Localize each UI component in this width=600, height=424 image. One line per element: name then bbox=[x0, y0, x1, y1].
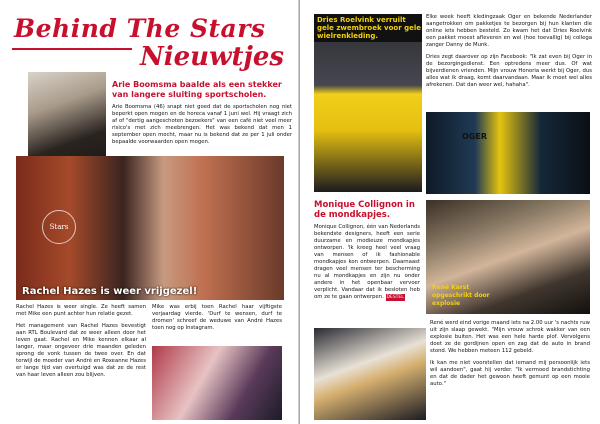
monique-text: Monique Collignon, één van Nederlands bekendste designers, heeft een serie duurzame en modieuze mondkapjes ontworpen. 'Ik kreeg heel veel vraag van mensen of ik fashionable mondkapjes kon ontwerpen. Daarnaast dragen veel mensen ter bescherming nu al mondkapjes en zijn nu onder andere in het openbaar vervoer verplicht. Vandaar dat ik besloten heb om ze te gaan ontwerpen. bbox=[314, 224, 420, 300]
masthead-subtitle: Nieuwtjes bbox=[140, 42, 285, 72]
rachel-paragraph: Het management van Rachel Hazes bevestigt aan RTL Boulevard dat ze weer alleen door het leven gaat. Rachel en Mike kennen elkaar al langer, maar ongeveer drie maanden geleden sprong de vonk tussen de twee over. En dat terwijl de moeder van André en Roxeanne Hazes er lange tijd van overtuigd was dat ze de rest van haar leven alleen zou blijven. bbox=[16, 323, 146, 378]
arie-headline: Arie Boomsma baalde als een stekker van langere sluiting sportscholen. bbox=[112, 80, 282, 99]
dries-body bbox=[426, 14, 592, 94]
rachel-photo bbox=[16, 156, 284, 300]
dries-paragraph: Dries zegt daarover op zijn Facebook: "Ik zat even bij Oger in de bezorgingsdienst. Een optredens meer dus. Of wat bijverdienen vrienden. Mijn vrouw Honoria werkt bij Oger, dus alles wat ik draag, komt daarvandaan. Maar ik moet wel alles afrekenen. Dat dan weer wel, hahaha". bbox=[426, 54, 592, 88]
dries-oger-photo bbox=[426, 112, 590, 194]
monique-badge: DESTEL bbox=[386, 295, 404, 300]
rene-caption: René Karst opgeschrikt door explosie bbox=[432, 284, 490, 307]
rene-paragraph: Ik kan me niet voorstellen dat iemand mij persoonlijk iets wil aandoen", gaat hij verder. "Ik vermoed brandstichting en dat de dader het gewoon heeft gemunt op een mooie auto." bbox=[430, 360, 590, 387]
rachel-body-col2: Mike was erbij toen Rachel haar vijftigste verjaardag vierde. 'Durf te wensen, durf te dromen' schreef de weduwe van André Hazes toen nog op Instagram. bbox=[152, 304, 282, 331]
right-page bbox=[300, 0, 600, 424]
stars-logo: Stars bbox=[42, 210, 76, 244]
rachel-body-col1 bbox=[16, 304, 146, 384]
rene-photo bbox=[426, 200, 590, 314]
rachel-paragraph: Rachel Hazes is weer single. Ze heeft samen met Mike een punt achter hun relatie gezet. bbox=[16, 304, 146, 317]
oger-sign: OGER bbox=[462, 132, 487, 141]
dries-caption: Dries Roelvink verruilt gele zwembroek voor gele wielrenkleding. bbox=[314, 14, 422, 42]
masthead-rule bbox=[12, 48, 132, 50]
masthead-title: Behind The Stars bbox=[14, 14, 266, 43]
arie-body: Arie Boomsma (46) snapt niet goed dat de sportscholen nog niet beperkt open mogen en de horeca vanaf 1 juni wel. Hij vraagt zich af of "dertig aangeschoten bezoekers" van een café niet veel meer risico's met zich meebrengen. Het was bekend dat men 1 september open mocht, maar nu is bekend dat ze per 1 juli onder bepaalde voorwaarden open mogen. bbox=[112, 104, 292, 145]
monique-photo bbox=[314, 328, 426, 420]
rachel-overlay-title: Rachel Hazes is weer vrijgezel! bbox=[22, 286, 198, 297]
dries-photo bbox=[314, 14, 422, 192]
masthead bbox=[8, 6, 294, 76]
rene-body bbox=[430, 320, 590, 393]
monique-headline: Monique Collignon in de mondkapjes. bbox=[314, 200, 415, 220]
rene-paragraph: René werd eind vorige maand iets na 2.00 uur 's nachts ruw uit zijn slaap gewekt. "Mijn vrouw schrok wakker van een explosie buiten. Het was een hele harde plof. Vervolgens doet ze de gordijnen open en zag dat de auto in brand stond. We hebben meteen 112 gebeld. bbox=[430, 320, 590, 354]
rachel-event-photo bbox=[152, 346, 282, 420]
monique-body bbox=[314, 224, 420, 301]
dries-paragraph: Elke week heeft kledingzaak Oger en bekende Nederlander aangetrokken om pakketjes te bezorgen bij hun klanten die online iets hebben besteld. Zo kwam het dat Dries Roelvink een pakket moest afleveren en wel (hoe toevallig) bij collega zanger Danny de Munk. bbox=[426, 14, 592, 48]
